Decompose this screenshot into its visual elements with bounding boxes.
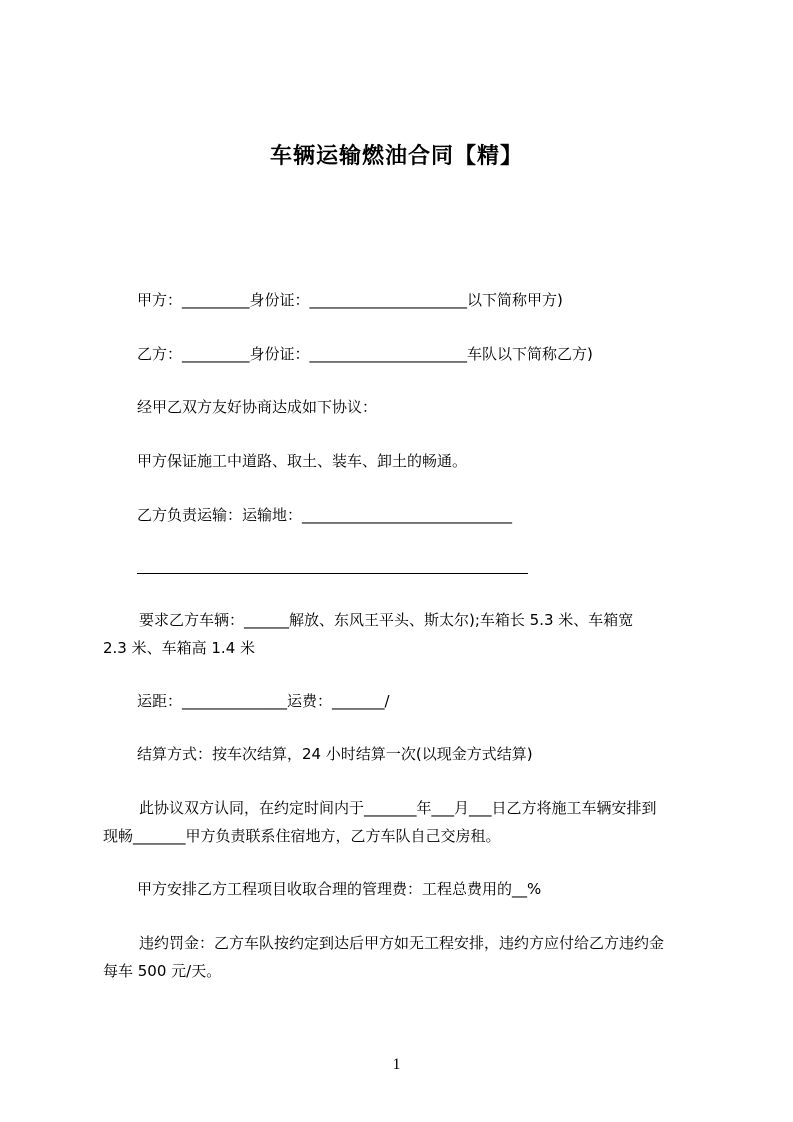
clause-settlement: 结算方式：按车次结算，24 小时结算一次(以现金方式结算) bbox=[137, 745, 533, 763]
agreement-intro: 经甲乙双方友好协商达成如下协议： bbox=[137, 398, 378, 416]
party-b-line: 乙方：_________身份证：_____________________车队以下简称乙方) bbox=[137, 345, 593, 363]
clause-penalty: 违约罚金：乙方车队按约定到达后甲方如无工程安排，违约方应付给乙方违约金 bbox=[139, 934, 665, 952]
party-a-line: 甲方：_________身份证：_____________________以下简称甲方) bbox=[137, 291, 563, 309]
clause-distance-fee: 运距：______________运费：_______/ bbox=[137, 692, 390, 710]
clause-management-fee: 甲方安排乙方工程项目收取合理的管理费：工程总费用的__% bbox=[137, 880, 542, 898]
clause-penalty-cont: 每车 500 元/天。 bbox=[103, 962, 222, 980]
clause-schedule: 此协议双方认同，在约定时间内于_______年___月___日乙方将施工车辆安排到 bbox=[139, 799, 657, 817]
blank-underline bbox=[137, 573, 528, 574]
clause-vehicle-requirements-cont: 2.3 米、车箱高 1.4 米 bbox=[103, 639, 256, 657]
document-title: 车辆运输燃油合同【精】 bbox=[269, 144, 523, 169]
clause-transport-destination: 乙方负责运输：运输地：____________________________ bbox=[137, 506, 513, 524]
clause-vehicle-requirements: 要求乙方车辆：______解放、东风王平头、斯太尔);车箱长 5.3 米、车箱宽 bbox=[139, 611, 634, 629]
page-number: 1 bbox=[392, 1056, 401, 1073]
clause-party-a-guarantee: 甲方保证施工中道路、取土、装车、卸土的畅通。 bbox=[137, 452, 468, 470]
clause-schedule-cont: 现畅_______甲方负责联系住宿地方，乙方车队自己交房租。 bbox=[103, 827, 501, 845]
